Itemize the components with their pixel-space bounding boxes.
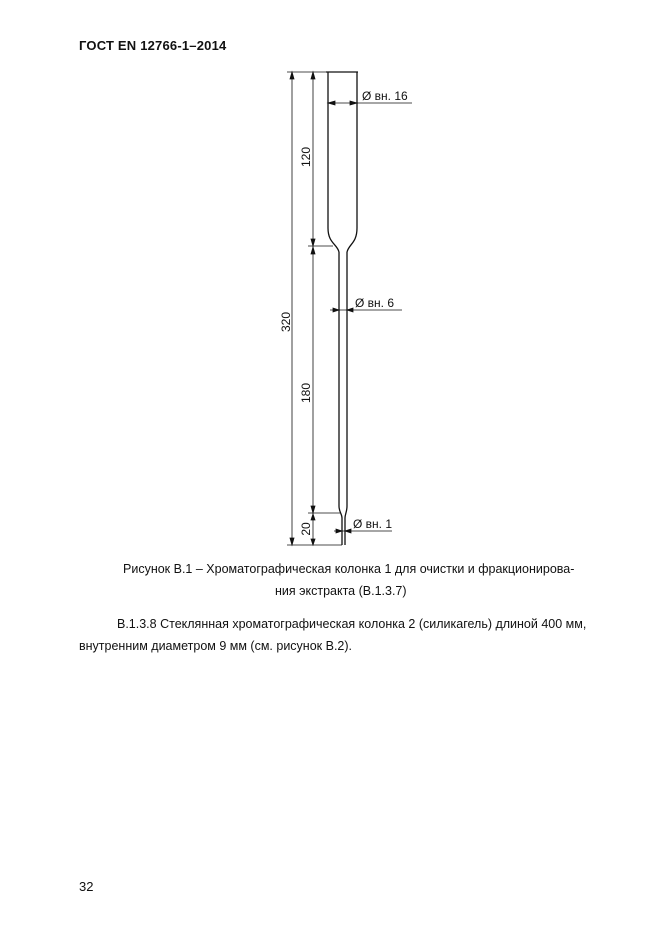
length-label-top: 120: [299, 146, 313, 168]
length-label-mid: 180: [299, 382, 313, 404]
length-label-total: 320: [279, 311, 293, 333]
page-number: 32: [79, 879, 94, 894]
diameter-label-tip: Ø вн. 1: [353, 517, 393, 531]
diameter-callouts: [328, 101, 412, 533]
body-paragraph-line-2: внутренним диаметром 9 мм (см. рисунок В.2).: [79, 639, 352, 653]
document-header: ГОСТ EN 12766-1–2014: [79, 38, 227, 53]
diameter-label-mid: Ø вн. 6: [355, 296, 395, 310]
figure-caption-line-1: Рисунок В.1 – Хроматографическая колонка 1 для очистки и фракционирова-: [123, 562, 575, 576]
diameter-label-top: Ø вн. 16: [362, 89, 408, 103]
body-paragraph-line-1: В.1.3.8 Стеклянная хроматографическая колонка 2 (силикагель) длиной 400 мм,: [117, 617, 587, 631]
dimension-lines: [290, 72, 315, 545]
length-label-tip: 20: [299, 522, 313, 536]
figure-caption-line-2: ния экстракта (В.1.3.7): [275, 584, 407, 598]
